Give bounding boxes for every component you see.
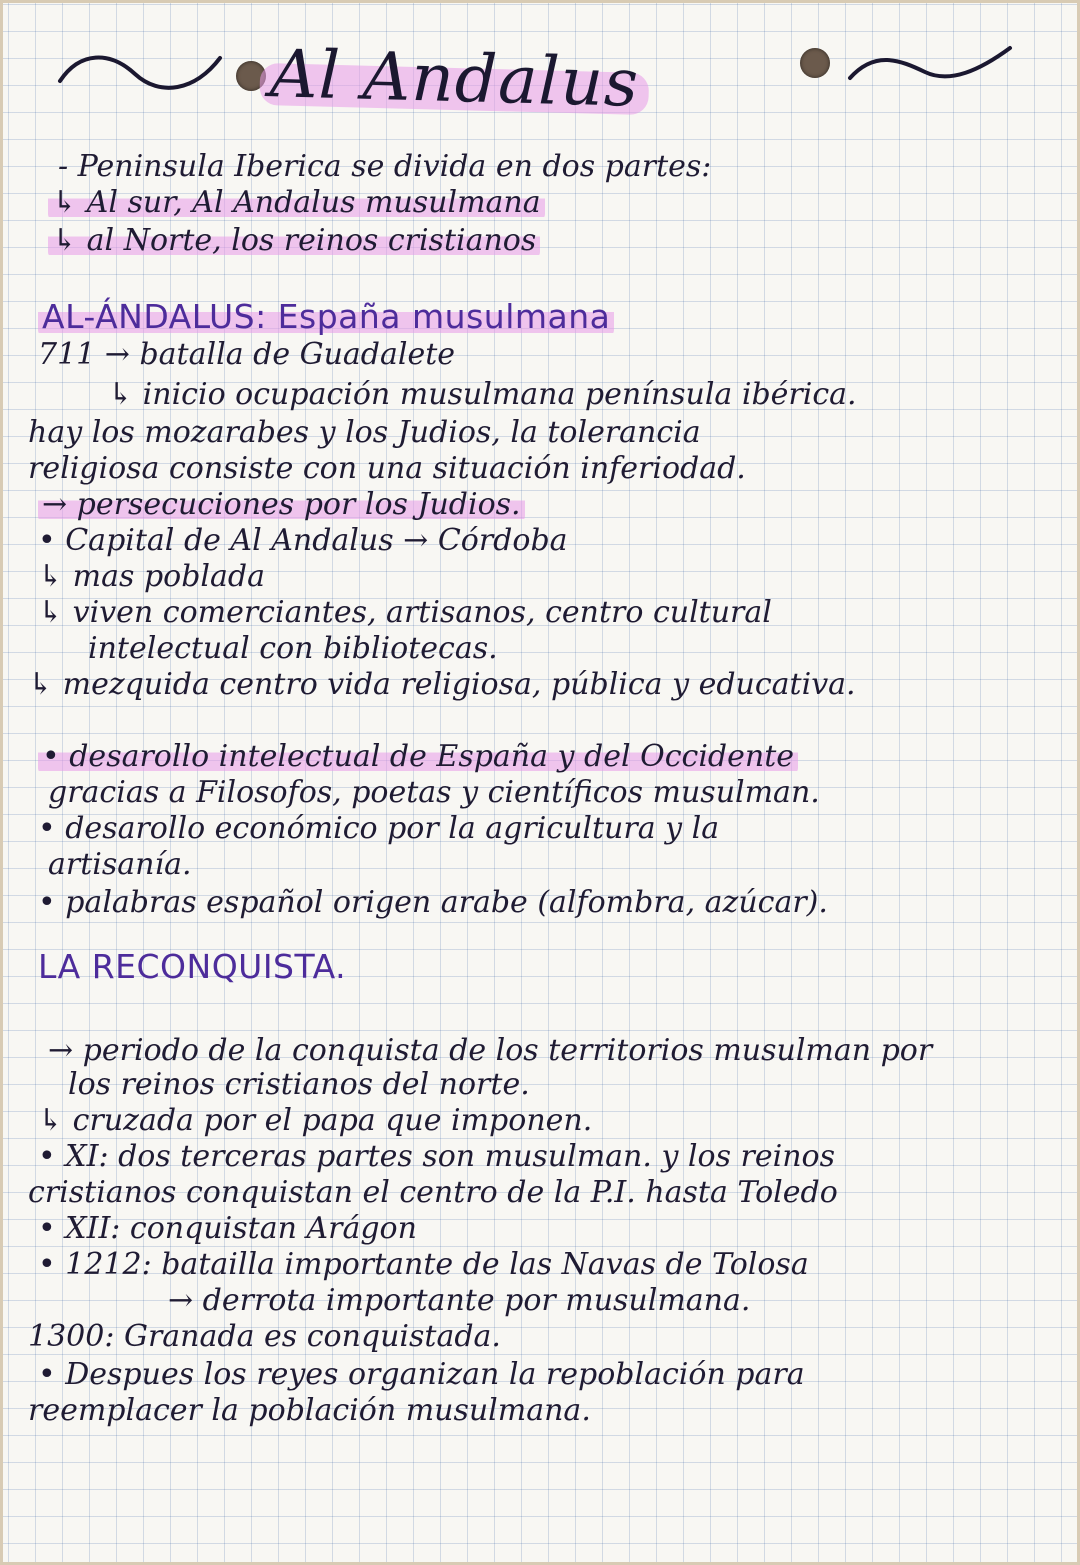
note-line: • XI: dos terceras partes son musulman. y los reinos	[38, 1139, 835, 1174]
note-line: hay los mozarabes y los Judios, la tolerancia	[28, 415, 701, 450]
right-swirl-decoration	[845, 40, 1015, 90]
note-line: ↳ mezquida centro vida religiosa, pública y educativa.	[28, 667, 856, 702]
note-line: → persecuciones por los Judios.	[38, 488, 525, 522]
left-swirl-decoration	[55, 46, 225, 96]
note-line: los reinos cristianos del norte.	[68, 1067, 530, 1102]
note-line: intelectual con bibliotecas.	[88, 631, 498, 666]
note-line: artisanía.	[48, 847, 192, 882]
note-line: 1300: Granada es conquistada.	[28, 1319, 501, 1354]
note-line: 711 → batalla de Guadalete	[38, 337, 456, 372]
note-line: ↳ inicio ocupación musulmana península ibérica.	[108, 377, 857, 412]
title-text: Al Andalus	[269, 35, 640, 122]
note-line: → derrota importante por musulmana.	[168, 1283, 751, 1318]
note-line: • palabras español origen arabe (alfombra, azúcar).	[38, 885, 828, 920]
note-line: ↳ cruzada por el papa que imponen.	[38, 1103, 593, 1138]
note-line: • desarollo económico por la agricultura y la	[38, 811, 720, 846]
note-line: • desarollo intelectual de España y del Occidente	[38, 740, 798, 774]
note-line: religiosa consiste con una situación inferiodad.	[28, 451, 746, 486]
note-line: cristianos conquistan el centro de la P.I. hasta Toledo	[28, 1175, 838, 1210]
section-heading-reconquista: LA RECONQUISTA.	[38, 947, 347, 986]
note-line: • Despues los reyes organizan la repoblación para	[38, 1357, 805, 1392]
note-line: ↳ mas poblada	[38, 559, 265, 594]
note-line: • Capital de Al Andalus → Córdoba	[38, 523, 568, 558]
note-line: • 1212: batailla importante de las Navas de Tolosa	[38, 1247, 809, 1282]
note-line: • XII: conquistan Arágon	[38, 1211, 417, 1246]
title-row	[0, 28, 1080, 122]
note-line: reemplacer la población musulmana.	[28, 1393, 591, 1428]
note-line: ↳ viven comerciantes, artisanos, centro cultural	[38, 595, 772, 630]
page-title	[269, 35, 640, 122]
section-heading-al-andalus: AL-ÁNDALUS: España musulmana	[38, 300, 614, 334]
note-line: gracias a Filosofos, poetas y científicos musulman.	[48, 775, 820, 810]
note-line: → periodo de la conquista de los territorios musulman por	[48, 1033, 933, 1068]
note-line: - Peninsula Iberica se divida en dos partes:	[58, 149, 712, 184]
punch-hole-right	[800, 48, 830, 78]
note-line: ↳ al Norte, los reinos cristianos	[48, 224, 540, 258]
note-line: ↳ Al sur, Al Andalus musulmana	[48, 186, 545, 220]
